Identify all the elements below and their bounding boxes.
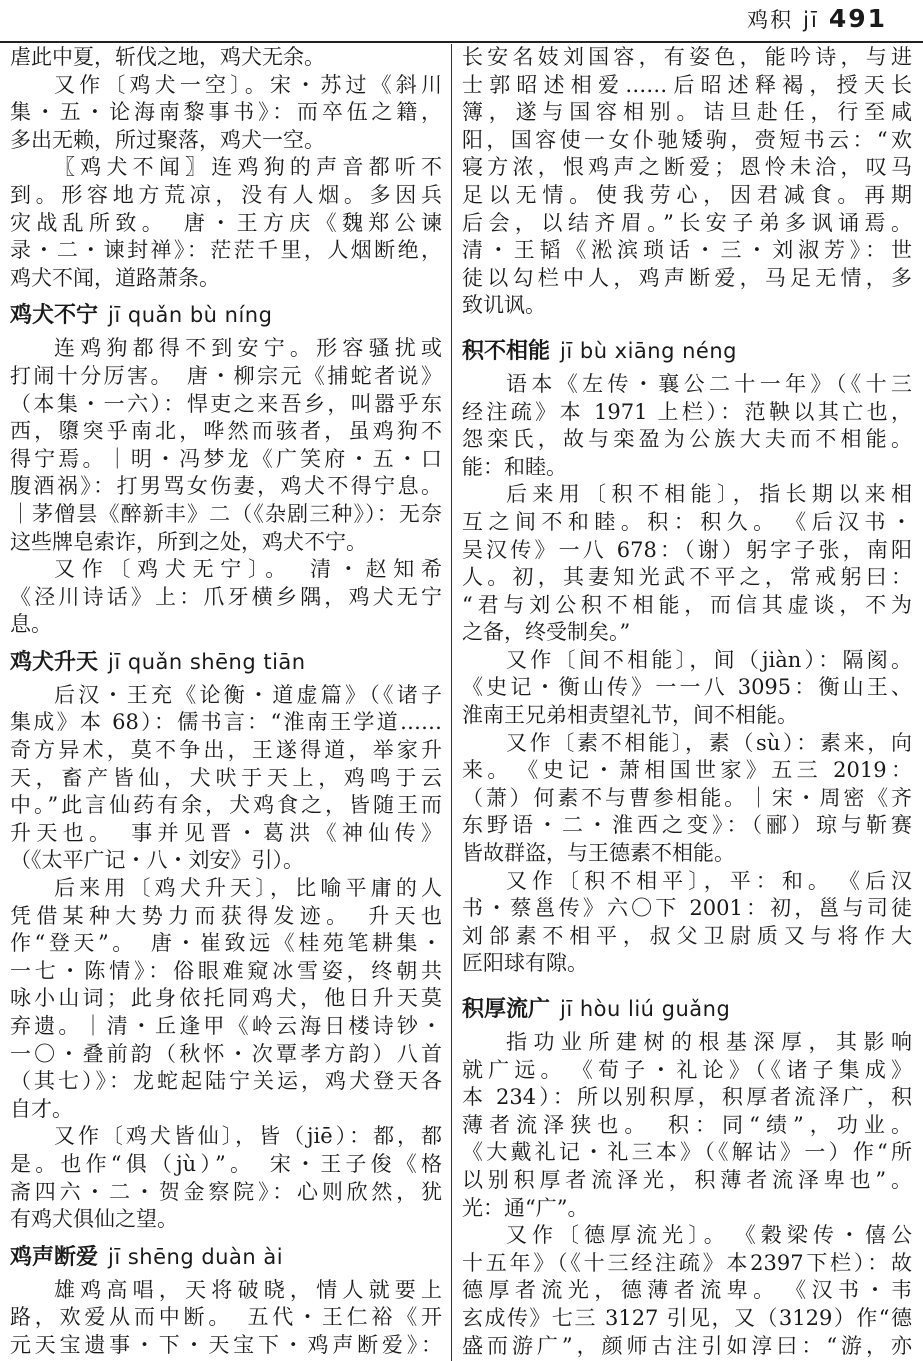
paragraph — [10, 682, 442, 875]
paragraph — [10, 1123, 442, 1233]
text-line: 斋四六・二・贺金察院》：心则欣然，犹 — [10, 1179, 442, 1204]
text-line: 匠阳球有隙。 — [462, 951, 588, 976]
left-column — [10, 44, 442, 1361]
text-line: 簿，遂与国容相别。诘旦赴任，行至咸 — [462, 100, 912, 125]
running-head-title: 鸡积 — [747, 8, 794, 32]
text-line: 一〇・叠前韵（秋怀・次覃孝方韵）八首 — [10, 1041, 442, 1066]
text-line: 来。 《史记・萧相国世家》五三 2019： — [462, 758, 912, 783]
text-line: 德厚者流光，德薄者流卑。 《汉书・韦 — [462, 1278, 912, 1303]
text-line: 弃遗。｜清・丘逢甲《岭云海日楼诗钞・ — [10, 1014, 442, 1038]
text-line: 刘郃素不相平，叔父卫尉质又与将作大 — [462, 923, 912, 948]
entry-headword: 鸡声断爱 — [10, 1244, 99, 1270]
text-line: 薄者流泽狭也。 积：同“绩”，功业。 — [462, 1112, 912, 1137]
entry-pinyin: jī bù xiāng néng — [560, 338, 737, 363]
text-line: 〖鸡犬不闻〗连鸡狗的声音都听不 — [54, 155, 442, 180]
text-line: 这些牌皂索诈，所到之处，鸡犬不宁。 — [10, 529, 367, 554]
entry-pinyin: jī hòu liú guǎng — [560, 997, 731, 1021]
paragraph — [462, 371, 912, 481]
paragraph — [462, 1222, 912, 1360]
text-line: 光：通“广”。 — [462, 1195, 589, 1220]
page-header — [0, 0, 923, 44]
text-line: 书・蔡邕传》六〇下 2001：初，邕与司徒 — [462, 896, 912, 921]
text-line: 又作〔素不相能〕，素（sù）：素来，向 — [506, 730, 912, 755]
text-line: 又作〔德厚流光〕。 《穀梁传・僖公 — [506, 1223, 912, 1248]
text-line: 以别积厚者流泽光，积薄者流泽卑也”。 — [462, 1167, 912, 1192]
text-line: 人。初，其妻知光武不平之，常戒躬曰： — [462, 565, 912, 590]
text-line: 到。形容地方荒凉，没有人烟。多因兵 — [10, 182, 442, 207]
text-line: 皆故群盗，与王德素不相能。 — [462, 841, 735, 866]
text-line: 互之间不和睦。积：积久。 《后汉书・ — [462, 509, 912, 534]
text-line: 《史记・衡山传》一一八 3095：衡山王、 — [462, 675, 912, 700]
text-line: 指功业所建树的根基深厚，其影响 — [506, 1030, 912, 1054]
entry-heading — [462, 991, 912, 1028]
entry-pinyin: jī quǎn shēng tiān — [108, 649, 306, 674]
right-column — [462, 44, 912, 1361]
text-line: 中。”此言仙药有余，犬鸡食之，皆随王而 — [10, 793, 442, 818]
text-line: 天，畜产皆仙，犬吠于天上，鸡鸣于云 — [10, 765, 442, 790]
text-line: 是。也作“俱（jù）”。 宋・王子俊《格 — [10, 1151, 442, 1176]
text-line: 后来用〔鸡犬升天〕，比喻平庸的人 — [54, 876, 442, 901]
text-line: 录・二・谏封禅》：茫茫千里，人烟断绝， — [10, 238, 442, 263]
text-line: 长安名妓刘国容，有姿色，能吟诗，与进 — [462, 45, 912, 69]
running-head-pinyin: jī — [803, 8, 819, 32]
spacer — [462, 320, 912, 328]
entry-pinyin: jī quǎn bù níng — [108, 303, 273, 328]
entry-headword: 积厚流广 — [462, 997, 551, 1022]
text-line: 凭借某种大势力而获得发迹。 升天也 — [10, 903, 442, 928]
text-line: 吴汉传》一八 678：（谢）躬字子张，南阳 — [462, 537, 912, 562]
text-line: 士郭昭述相爱……后昭述释褐，授天长 — [462, 72, 912, 97]
entry-headword: 积不相能 — [462, 338, 551, 364]
text-line: 《大戴礼记・礼三本》（《解诂》一）作“所 — [462, 1140, 912, 1165]
text-line: 足以无情。使我劳心，因君减食。再期 — [462, 182, 912, 207]
text-line: 奇方异术，莫不争出，王遂得道，举家升 — [10, 738, 442, 763]
paragraph — [10, 154, 442, 292]
text-line: 后汉・王充《论衡・道虚篇》（《诸子 — [54, 682, 442, 707]
running-head — [747, 4, 887, 34]
text-line: 打闹十分厉害。 唐・柳宗元《捕蛇者说》 — [10, 363, 442, 388]
entry-heading — [10, 644, 442, 681]
text-line: 有鸡犬俱仙之望。 — [10, 1207, 178, 1232]
text-line: 连鸡狗都得不到安宁。形容骚扰或 — [54, 336, 442, 361]
entry-heading — [10, 297, 442, 334]
paragraph — [10, 335, 442, 556]
entry-pinyin: jī shēng duàn ài — [108, 1244, 284, 1269]
text-line: 后会，以结齐眉。”长安子弟多讽诵焉。 — [462, 210, 912, 235]
text-line: 清・王韬《淞滨琐话・三・刘淑芳》：世 — [462, 238, 912, 263]
paragraph — [462, 481, 912, 647]
text-line: 鸡犬不闻，道路萧条。 — [10, 265, 220, 290]
text-line: （本集・一六）：悍吏之来吾乡，叫嚣乎东 — [10, 391, 442, 416]
text-line: 又作〔鸡犬无宁〕。 清・赵知希 — [54, 557, 442, 582]
paragraph — [462, 44, 912, 320]
text-line: 虐此中夏，斩伐之地，鸡犬无余。 — [10, 45, 325, 69]
text-line: 灾战乱所致。 唐・王方庆《魏郑公谏 — [10, 210, 442, 235]
text-line: 玄成传》七三 3127 引见，又（3129）作“德 — [462, 1305, 912, 1330]
text-line: 寝方浓，恨鸡声之断爱；恩怜未洽，叹马 — [462, 155, 912, 180]
text-line: ｜茅僧昙《醉新丰》二（《杂剧三种》）：无奈 — [10, 501, 442, 526]
page-number: 491 — [828, 4, 887, 33]
text-line: 作“登天”。 唐・崔致远《桂苑笔耕集・ — [10, 931, 442, 956]
text-line: 雄鸡高唱，天将破晓，情人就要上 — [54, 1277, 442, 1302]
spacer — [462, 978, 912, 986]
text-line: 升天也。 事并见晋・葛洪《神仙传》 — [10, 820, 442, 845]
paragraph — [10, 875, 442, 1123]
text-line: 一七・陈情》：俗眼难窥冰雪姿，终朝共 — [10, 958, 442, 983]
paragraph — [10, 44, 442, 72]
text-line: 又作〔鸡犬一空〕。宋・苏过《斜川 — [54, 72, 442, 97]
text-line: 路，欢爱从而中断。 五代・王仁裕《开 — [10, 1305, 442, 1330]
text-line: 西，隳突乎南北，哗然而骇者，虽鸡狗不 — [10, 419, 442, 444]
text-line: 咏小山词；此身依托同鸡犬，他日升天莫 — [10, 986, 442, 1011]
text-line: 致讥讽。 — [462, 293, 546, 318]
text-line: 又作〔间不相能〕，间（jiàn）：隔阂。 — [506, 647, 912, 672]
text-line: 经注疏》本 1971 上栏）：范鞅以其亡也， — [462, 399, 912, 424]
paragraph — [10, 1277, 442, 1360]
text-line: 腹酒祸》：打男骂女伤妻，鸡犬不得宁息。 — [10, 474, 442, 499]
header-rule — [0, 41, 923, 43]
column-divider — [451, 44, 452, 1361]
text-line: “君与刘公积不相能，而信其虚谈，不为 — [462, 592, 912, 617]
text-line: 后来用〔积不相能〕，指长期以来相 — [506, 482, 912, 507]
paragraph — [10, 72, 442, 155]
text-line: 语本《左传・襄公二十一年》（《十三 — [506, 371, 912, 396]
text-line: 淮南王兄弟相责望礼节，间不相能。 — [462, 703, 798, 728]
paragraph — [462, 868, 912, 978]
entry-headword: 鸡犬不宁 — [10, 303, 99, 329]
text-line: 息。 — [10, 612, 52, 637]
paragraph — [462, 730, 912, 868]
text-line: 十五年》（《十三经注疏》本2397下栏）：故 — [462, 1250, 912, 1275]
text-line: 就广远。 《荀子・礼论》（《诸子集成》 — [462, 1057, 912, 1082]
paragraph — [10, 556, 442, 639]
text-line: （其七）》：龙蛇起陆宁关运，鸡犬登天各 — [10, 1069, 442, 1094]
text-line: 又作〔鸡犬皆仙〕，皆（jiē）：都，都 — [54, 1124, 442, 1149]
paragraph — [462, 647, 912, 730]
text-line: 之备，终受制矣。” — [462, 620, 631, 645]
text-line: （《太平广记・八・刘安》引）。 — [10, 848, 304, 873]
text-line: 又作〔积不相平〕，平：和。 《后汉 — [506, 868, 912, 893]
text-line: 元天宝遗事・下・天宝下・鸡声断爱》： — [10, 1332, 442, 1357]
text-line: 能：和睦。 — [462, 454, 567, 479]
text-line: 多出无赖，所过聚落，鸡犬一空。 — [10, 127, 325, 152]
paragraph — [462, 1029, 912, 1222]
text-line: 盛而游广”，颜师古注引如淳曰：“游，亦 — [462, 1333, 912, 1358]
text-line: 自才。 — [10, 1096, 73, 1121]
text-line: 集・五・论海南黎事书》：而卒伍之籍， — [10, 100, 442, 125]
entry-heading — [462, 333, 912, 370]
entry-headword: 鸡犬升天 — [10, 649, 99, 675]
text-line: （萧）何素不与曹参相能。｜宋・周密《齐 — [462, 785, 912, 810]
text-line: 怨栾氏，故与栾盈为公族大夫而不相能。 — [462, 427, 912, 452]
text-line: 阳，国容使一女仆驰矮驹，赍短书云：“欢 — [462, 127, 912, 152]
text-line: 本 234）：所以别积厚，积厚者流泽广，积 — [462, 1085, 912, 1110]
text-line: 徒以勾栏中人，鸡声断爱，马足无情，多 — [462, 265, 912, 290]
text-line: 《泾川诗话》上：爪牙横乡隅，鸡犬无宁 — [10, 584, 442, 609]
text-line: 集成》本 68）：儒书言：“淮南王学道…… — [10, 710, 442, 735]
text-line: 东野语・二・淮西之变》：（郦）琼与靳赛 — [462, 813, 912, 838]
entry-heading — [10, 1239, 442, 1276]
text-line: 得宁焉。｜明・冯梦龙《广笑府・五・口 — [10, 446, 442, 471]
